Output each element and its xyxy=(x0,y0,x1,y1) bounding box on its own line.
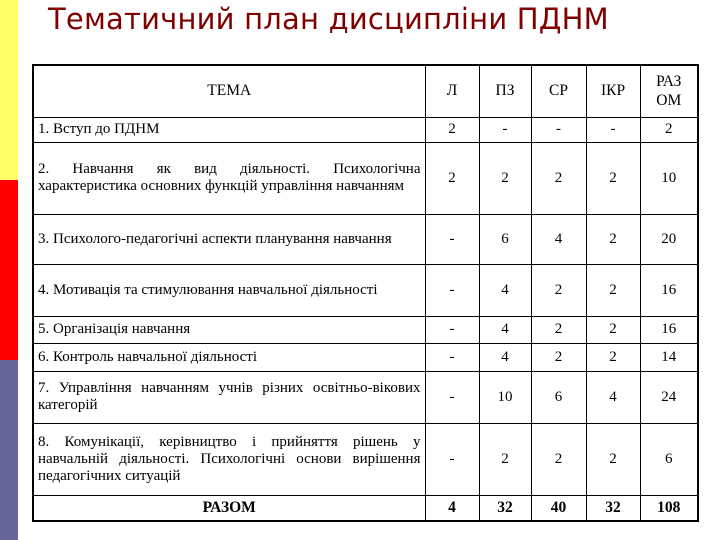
table-row xyxy=(33,423,698,495)
row-ikr: 2 xyxy=(586,264,640,316)
row-topic: 1. Вступ до ПДНМ xyxy=(33,117,425,142)
row-topic: 8. Комунікації, керівництво і прийняття рішень у навчальній діяльності. Психологічні основи вирішення педагогічних ситуацій xyxy=(33,423,425,495)
row-sr: 2 xyxy=(531,316,586,343)
row-pz: 4 xyxy=(479,316,531,343)
row-pz: 6 xyxy=(479,214,531,264)
table-row xyxy=(33,214,698,264)
row-raz: 16 xyxy=(640,316,698,343)
header-raz-line2: ОМ xyxy=(656,92,682,110)
row-pz: 2 xyxy=(479,423,531,495)
row-l: - xyxy=(425,316,479,343)
row-l: 2 xyxy=(425,142,479,214)
row-ikr: 2 xyxy=(586,142,640,214)
row-topic: 7. Управління навчанням учнів різних освітньо-вікових категорій xyxy=(33,371,425,423)
table-header-row xyxy=(33,65,698,117)
table-row xyxy=(33,142,698,214)
total-raz: 108 xyxy=(640,495,698,521)
row-ikr: 2 xyxy=(586,423,640,495)
row-ikr: 4 xyxy=(586,371,640,423)
header-raz xyxy=(640,65,698,117)
row-topic: 5. Організація навчання xyxy=(33,316,425,343)
row-sr: 2 xyxy=(531,423,586,495)
row-raz: 10 xyxy=(640,142,698,214)
total-label: РАЗОМ xyxy=(33,495,425,521)
row-pz: - xyxy=(479,117,531,142)
total-l: 4 xyxy=(425,495,479,521)
row-raz: 6 xyxy=(640,423,698,495)
row-pz: 2 xyxy=(479,142,531,214)
total-row xyxy=(33,495,698,521)
row-sr: - xyxy=(531,117,586,142)
page-title: Тематичний план дисципліни ПДНМ xyxy=(48,2,609,36)
table-row xyxy=(33,343,698,371)
row-topic: 3. Психолого-педагогічні аспекти планування навчання xyxy=(33,214,425,264)
row-ikr: 2 xyxy=(586,343,640,371)
row-sr: 2 xyxy=(531,142,586,214)
row-raz: 2 xyxy=(640,117,698,142)
row-l: - xyxy=(425,214,479,264)
row-topic: 2. Навчання як вид діяльності. Психологічна характеристика основних функцій управління навчанням xyxy=(33,142,425,214)
header-pz: ПЗ xyxy=(479,65,531,117)
row-pz: 10 xyxy=(479,371,531,423)
row-sr: 2 xyxy=(531,264,586,316)
header-l: Л xyxy=(425,65,479,117)
row-pz: 4 xyxy=(479,343,531,371)
accent-bar-red xyxy=(0,180,18,360)
row-l: - xyxy=(425,343,479,371)
row-l: - xyxy=(425,371,479,423)
row-ikr: 2 xyxy=(586,214,640,264)
header-raz-line1: РАЗ xyxy=(656,73,682,91)
accent-bar-blue xyxy=(0,360,18,540)
total-pz: 32 xyxy=(479,495,531,521)
row-ikr: 2 xyxy=(586,316,640,343)
row-topic: 6. Контроль навчальної діяльності xyxy=(33,343,425,371)
header-topic: ТЕМА xyxy=(33,65,425,117)
row-sr: 2 xyxy=(531,343,586,371)
thematic-plan-table xyxy=(32,64,699,522)
accent-bar-yellow xyxy=(0,0,18,180)
table-row xyxy=(33,371,698,423)
total-ikr: 32 xyxy=(586,495,640,521)
row-raz: 16 xyxy=(640,264,698,316)
row-sr: 6 xyxy=(531,371,586,423)
header-sr: СР xyxy=(531,65,586,117)
row-raz: 20 xyxy=(640,214,698,264)
row-raz: 24 xyxy=(640,371,698,423)
row-l: - xyxy=(425,264,479,316)
row-ikr: - xyxy=(586,117,640,142)
table-row xyxy=(33,117,698,142)
row-l: - xyxy=(425,423,479,495)
row-pz: 4 xyxy=(479,264,531,316)
header-ikr: ІКР xyxy=(586,65,640,117)
table-row xyxy=(33,264,698,316)
row-l: 2 xyxy=(425,117,479,142)
total-sr: 40 xyxy=(531,495,586,521)
row-sr: 4 xyxy=(531,214,586,264)
table-row xyxy=(33,316,698,343)
row-topic: 4. Мотивація та стимулювання навчальної діяльності xyxy=(33,264,425,316)
row-raz: 14 xyxy=(640,343,698,371)
